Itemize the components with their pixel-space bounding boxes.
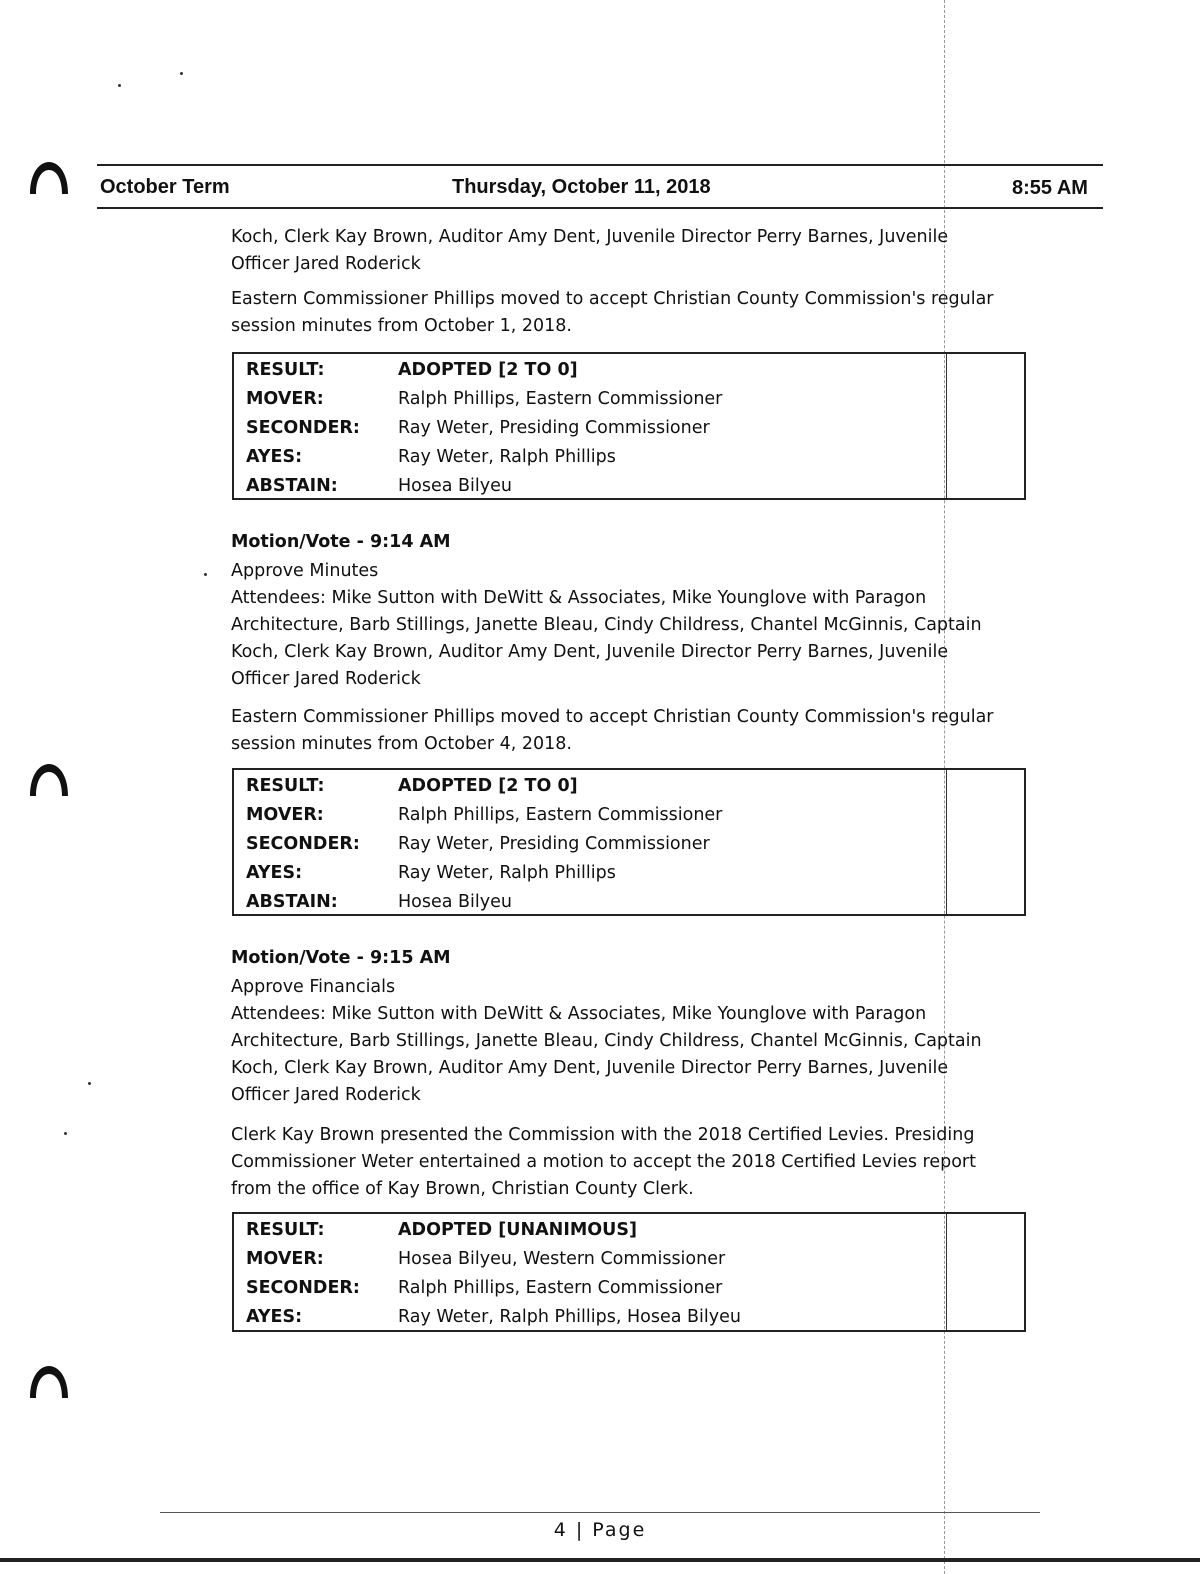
vote-row-mover: [234, 1245, 1024, 1274]
text-line: Koch, Clerk Kay Brown, Auditor Amy Dent, Juvenile Director Perry Barnes, Juvenile: [231, 1058, 949, 1078]
header-term: October Term: [100, 176, 230, 198]
vote-label: MOVER:: [246, 805, 324, 825]
section-heading: Motion/Vote - 9:14 AM: [231, 532, 451, 552]
vote-label: RESULT:: [246, 776, 325, 796]
vote-result-table: [232, 768, 1026, 916]
text-line: Officer Jared Roderick: [231, 254, 421, 274]
vote-value: Ray Weter, Ralph Phillips, Hosea Bilyeu: [398, 1307, 741, 1327]
scan-speck: [64, 1132, 67, 1135]
vote-value: Hosea Bilyeu: [398, 892, 512, 912]
vote-label: RESULT:: [246, 1220, 325, 1240]
text-line: Attendees: Mike Sutton with DeWitt & Associates, Mike Younglove with Paragon: [231, 1004, 927, 1024]
scan-speck: [118, 84, 121, 87]
section-body: [231, 974, 1031, 1109]
page-number: 4 | Page: [553, 1519, 647, 1541]
text-line: Commissioner Weter entertained a motion to accept the 2018 Certified Levies report: [231, 1152, 976, 1172]
text-line: Architecture, Barb Stillings, Janette Bleau, Cindy Childress, Chantel McGinnis, Captain: [231, 1031, 982, 1051]
vote-row-result: [234, 772, 1024, 801]
vote-row-result: [234, 1216, 1024, 1245]
header-rule-top: [97, 164, 1103, 166]
text-line: Architecture, Barb Stillings, Janette Bleau, Cindy Childress, Chantel McGinnis, Captain: [231, 615, 982, 635]
vote-value: Ray Weter, Ralph Phillips: [398, 863, 616, 883]
vote-label: RESULT:: [246, 360, 325, 380]
text-line: Koch, Clerk Kay Brown, Auditor Amy Dent, Juvenile Director Perry Barnes, Juvenile: [231, 227, 949, 247]
vote-label: MOVER:: [246, 389, 324, 409]
vote-value: ADOPTED [2 TO 0]: [398, 776, 578, 796]
vote-value: Ray Weter, Presiding Commissioner: [398, 418, 710, 438]
motion-text: [231, 704, 1031, 758]
vote-value: Ralph Phillips, Eastern Commissioner: [398, 805, 723, 825]
vote-row-abstain: [234, 888, 1024, 917]
text-line: Eastern Commissioner Phillips moved to accept Christian County Commission's regular: [231, 707, 994, 727]
punch-hole-icon: [26, 1362, 72, 1402]
text-line: Officer Jared Roderick: [231, 669, 421, 689]
vote-row-seconder: [234, 1274, 1024, 1303]
scan-speck: [180, 72, 183, 75]
text-line: Officer Jared Roderick: [231, 1085, 421, 1105]
vote-label: SECONDER:: [246, 834, 360, 854]
vote-value: ADOPTED [UNANIMOUS]: [398, 1220, 637, 1240]
section-heading: Motion/Vote - 9:15 AM: [231, 948, 451, 968]
section-body: [231, 558, 1031, 693]
vote-value: Ray Weter, Presiding Commissioner: [398, 834, 710, 854]
scan-bottom-edge: [0, 1558, 1200, 1562]
motion-text: [231, 286, 1031, 340]
vote-row-abstain: [234, 472, 1024, 501]
vote-label: ABSTAIN:: [246, 892, 338, 912]
vote-row-ayes: [234, 1303, 1024, 1332]
header-date: Thursday, October 11, 2018: [452, 176, 711, 198]
text-line: Eastern Commissioner Phillips moved to accept Christian County Commission's regular: [231, 289, 994, 309]
vote-label: SECONDER:: [246, 418, 360, 438]
vote-value: Ralph Phillips, Eastern Commissioner: [398, 389, 723, 409]
text-line: from the office of Kay Brown, Christian County Clerk.: [231, 1179, 694, 1199]
vote-label: AYES:: [246, 447, 303, 467]
vote-result-table: [232, 1212, 1026, 1332]
text-line: session minutes from October 4, 2018.: [231, 734, 572, 754]
section-subject: Approve Financials: [231, 977, 396, 997]
vote-row-seconder: [234, 414, 1024, 443]
vote-row-mover: [234, 801, 1024, 830]
vote-label: ABSTAIN:: [246, 476, 338, 496]
attendees-continued: [231, 224, 1031, 278]
scan-speck: [204, 573, 207, 576]
vote-row-ayes: [234, 859, 1024, 888]
text-line: Attendees: Mike Sutton with DeWitt & Associates, Mike Younglove with Paragon: [231, 588, 927, 608]
vote-value: Ray Weter, Ralph Phillips: [398, 447, 616, 467]
vote-value: Hosea Bilyeu: [398, 476, 512, 496]
text-line: session minutes from October 1, 2018.: [231, 316, 572, 336]
text-line: Clerk Kay Brown presented the Commission with the 2018 Certified Levies. Presiding: [231, 1125, 975, 1145]
vote-label: AYES:: [246, 863, 303, 883]
punch-hole-icon: [26, 760, 72, 800]
vote-row-mover: [234, 385, 1024, 414]
vote-label: MOVER:: [246, 1249, 324, 1269]
header-time: 8:55 AM: [1012, 177, 1088, 199]
vote-value: Hosea Bilyeu, Western Commissioner: [398, 1249, 726, 1269]
vote-row-result: [234, 356, 1024, 385]
section-subject: Approve Minutes: [231, 561, 379, 581]
header-rule-bottom: [97, 207, 1103, 209]
vote-value: ADOPTED [2 TO 0]: [398, 360, 578, 380]
motion-text: [231, 1122, 1031, 1203]
vote-result-table: [232, 352, 1026, 500]
text-line: Koch, Clerk Kay Brown, Auditor Amy Dent, Juvenile Director Perry Barnes, Juvenile: [231, 642, 949, 662]
footer-rule: [160, 1512, 1040, 1513]
punch-hole-icon: [26, 158, 72, 198]
vote-label: SECONDER:: [246, 1278, 360, 1298]
vote-row-ayes: [234, 443, 1024, 472]
vote-label: AYES:: [246, 1307, 303, 1327]
vote-row-seconder: [234, 830, 1024, 859]
vote-value: Ralph Phillips, Eastern Commissioner: [398, 1278, 723, 1298]
scan-speck: [88, 1082, 91, 1085]
